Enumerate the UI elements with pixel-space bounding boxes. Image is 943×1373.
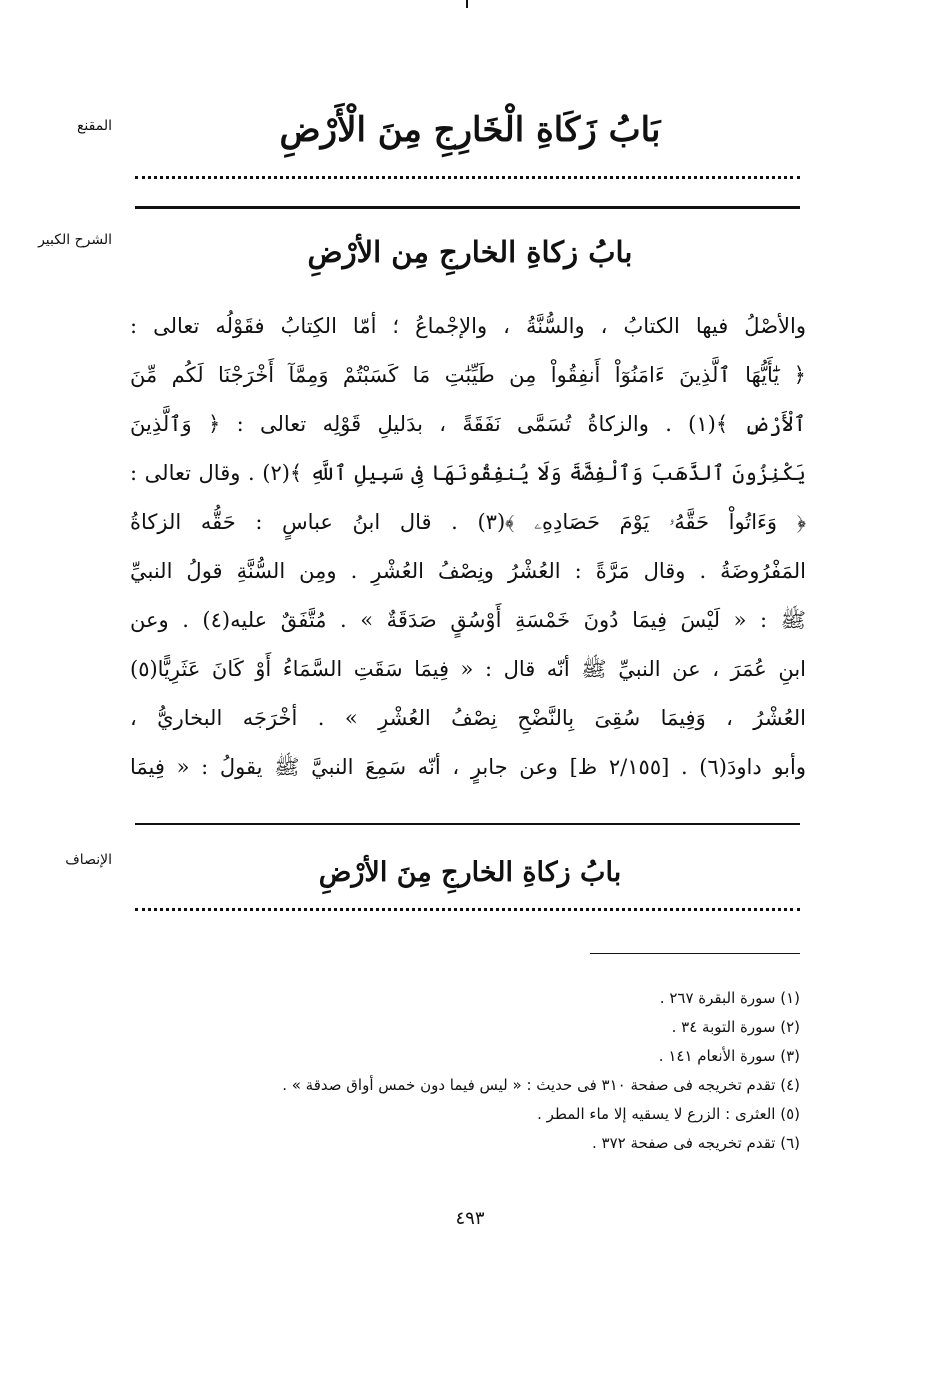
footnotes — [240, 984, 800, 1158]
body-line: العُشْرُ ، وَفِيمَا سُقِىَ بِالنَّضْحِ نِصْفُ العُشْرِ » . أخْرَجَه البخاريُّ ، — [130, 706, 806, 730]
body-line: والأصْلُ فيها الكتابُ ، والسُّنَّةُ ، والإجْماعُ ؛ أمّا الكِتابُ فقَوْلُه تعالى : — [130, 314, 806, 338]
body-line: المَفْرُوضَةُ . وقال مَرَّةً : العُشْرُ ونِصْفُ العُشْرِ . ومِن السُّنَّةِ قولُ النبيِّ — [130, 559, 806, 583]
footnote-item: (٣) سورة الأنعام ١٤١ . — [658, 1047, 800, 1065]
insaf-title: بابُ زكاةِ الخارجِ مِنَ الأرْضِ — [318, 857, 622, 888]
muqni-side-label: المقنع — [76, 118, 112, 134]
body-line: وأبو داودَ(٦) . [٢/١٥٥ ظ] وعن جابرٍ ، أنّه سَمِعَ النبيَّ ﷺ يقولُ : « فِيمَا — [130, 755, 806, 779]
sharh-title: بابُ زكاةِ الخارجِ مِن الأرْضِ — [307, 235, 633, 269]
muqni-separator-rule — [135, 206, 800, 209]
sharh-side-label: الشرح الكبير — [38, 232, 112, 248]
body-line: يَكْنِزُونَ ٱلذَّهَبَ وَٱلْفِضَّةَ وَلَا يُنفِقُونَهَا فِى سَبِيلِ ٱللَّهِ ﴾(٢) . وقال تعالى : — [130, 461, 806, 485]
body-line: ﴿ وَءَاتُواْ حَقَّهُۥ يَوْمَ حَصَادِهِۦ ﴾(٣) . قال ابنُ عباسٍ : حَقُّه الزكاةُ — [130, 510, 806, 534]
muqni-dotted-line — [135, 176, 800, 179]
page-number: ٤٩٣ — [455, 1208, 485, 1229]
body-line: ابنِ عُمَرَ ، عن النبيِّ ﷺ أنّه قال : « فِيمَا سَقَتِ السَّمَاءُ أَوْ كَانَ عَثَرِيًّا(٥) — [130, 657, 806, 681]
insaf-side-label: الإنصاف — [65, 852, 112, 868]
body-line: ﴿ يَٰٓأَيُّهَا ٱلَّذِينَ ءَامَنُوٓاْ أَنفِقُواْ مِن طَيِّبَٰتِ مَا كَسَبْتُمْ وَمِمَّآ أَخْرَجْنَا لَكُم مِّنَ — [130, 363, 806, 387]
footnote-item: (٤) تقدم تخريجه فى صفحة ٣١٠ فى حديث : « ليس فيما دون خمس أواق صدقة » . — [282, 1076, 800, 1094]
sharh-separator-rule — [135, 823, 800, 825]
footnote-item: (١) سورة البقرة ٢٦٧ . — [659, 989, 800, 1007]
muqni-title: بَابُ زَكَاةِ الْخَارِجِ مِنَ الْأَرْضِ — [279, 110, 661, 150]
footnote-item: (٦) تقدم تخريجه فى صفحة ٣٧٢ . — [591, 1134, 800, 1152]
body-line: ﷺ : « لَيْسَ فِيمَا دُونَ خَمْسَةِ أَوْسُقٍ صَدَقَةٌ » . مُتَّفَقٌ عليه(٤) . وعن — [130, 608, 806, 632]
insaf-dotted-line — [135, 908, 800, 911]
footnote-item: (٥) العثرى : الزرع لا يسقيه إلا ماء المطر . — [537, 1105, 800, 1123]
top-edge-mark — [466, 0, 468, 8]
footnote-separator — [590, 953, 800, 954]
body-line: ٱلْأَرْضِ ﴾(١) . والزكاةُ تُسَمَّى نَفَقَةً ، بدَليلِ قَوْلِه تعالى : ﴿ وَٱلَّذِينَ — [130, 412, 806, 436]
footnote-item: (٢) سورة التوبة ٣٤ . — [671, 1018, 800, 1036]
sharh-body-text — [130, 302, 806, 792]
